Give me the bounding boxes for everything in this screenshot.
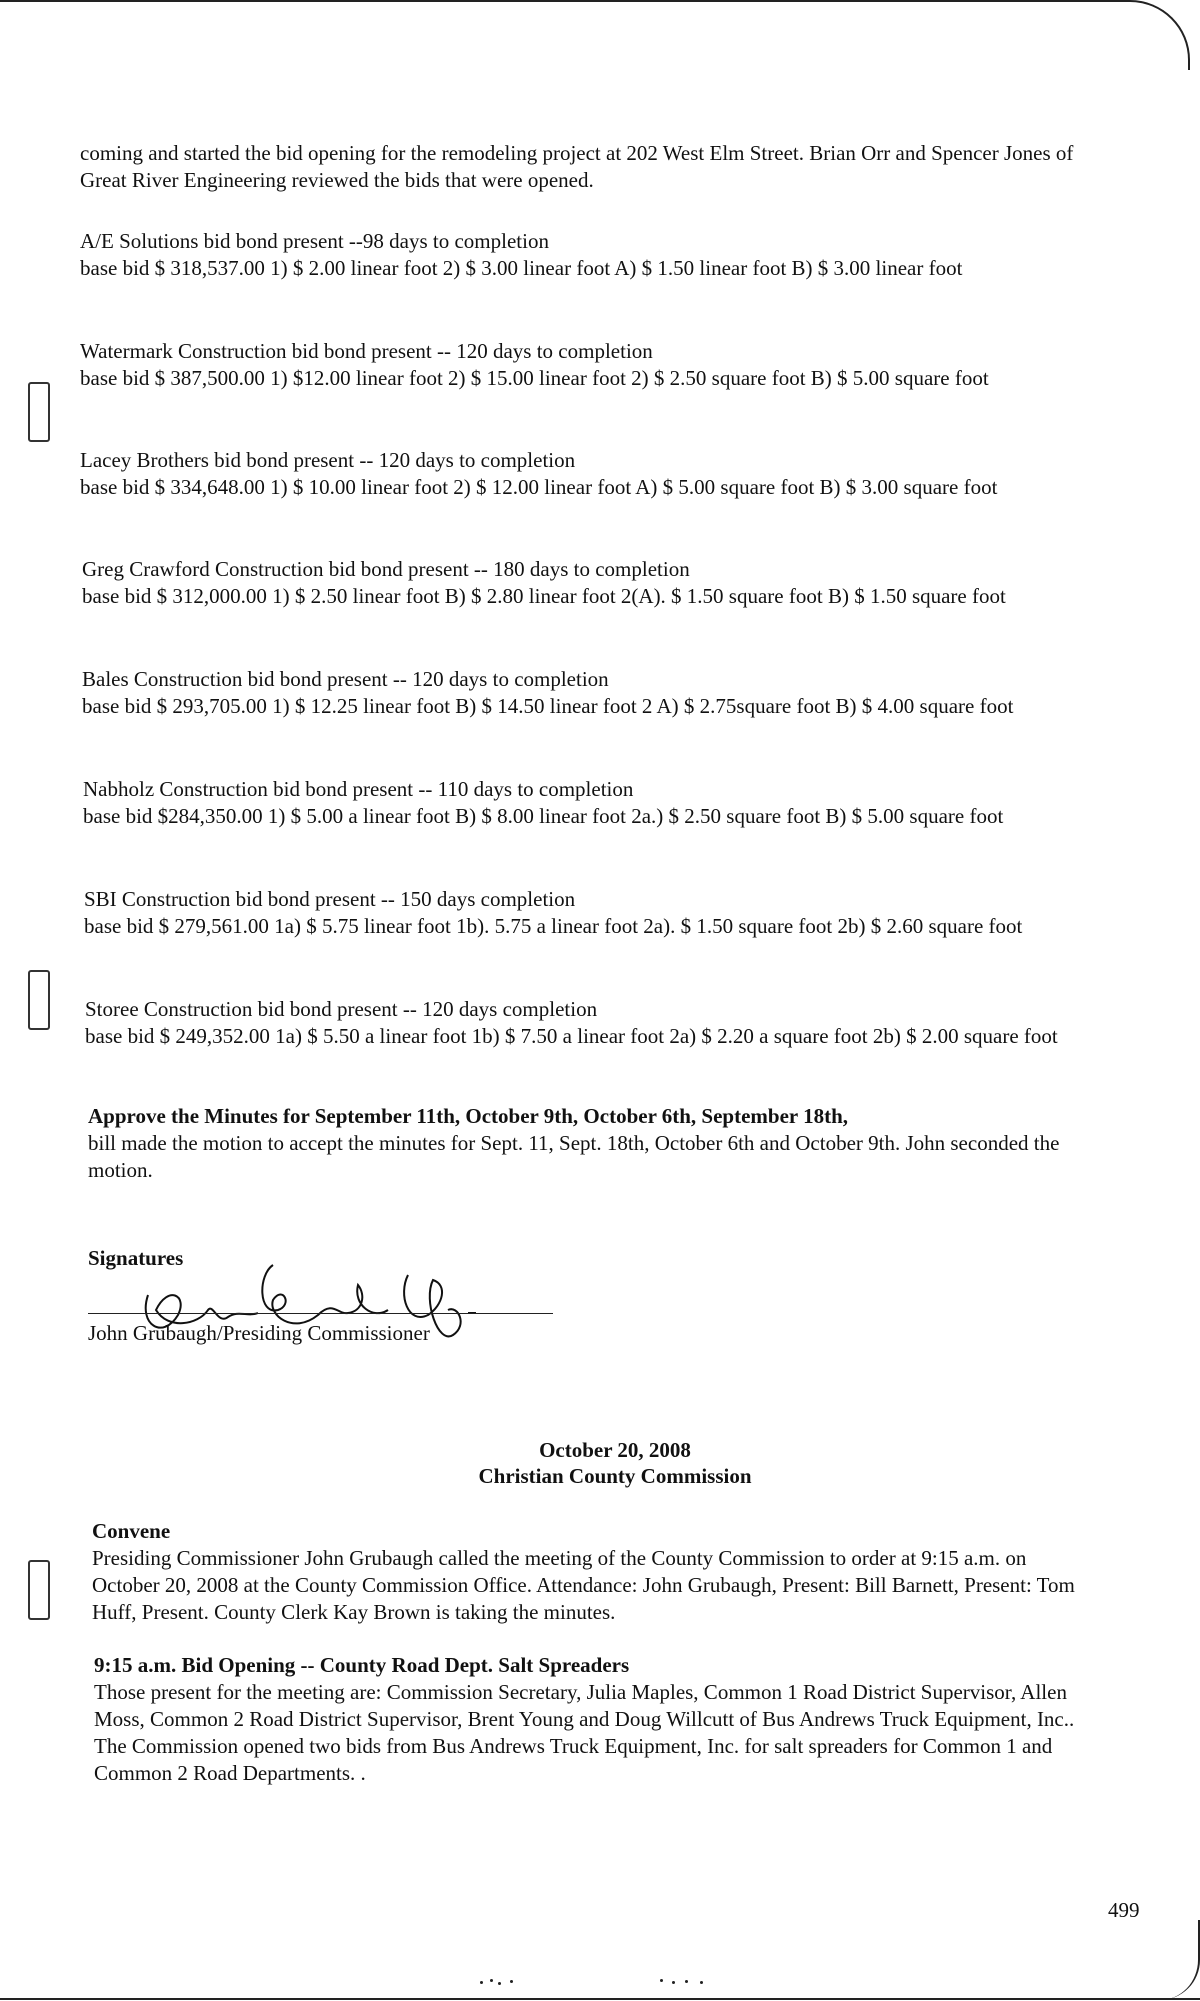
page-edge-top [0, 0, 1190, 70]
intro-paragraph [80, 140, 1080, 194]
bid-detail: base bid $ 312,000.00 1) $ 2.50 linear foot B) $ 2.80 linear foot 2(A). $ 1.50 square foot B) $ 1.50 square foot [82, 584, 1006, 608]
intro-text: coming and started the bid opening for the remodeling project at 202 West Elm Street. Brian Orr and Spencer Jones of Great River Engineering reviewed the bids that were opened. [80, 141, 1074, 192]
bid-heading: SBI Construction bid bond present -- 150 days completion [84, 887, 576, 911]
bid-detail: base bid $ 387,500.00 1) $12.00 linear foot 2) $ 15.00 linear foot 2) $ 2.50 square foot B) $ 5.00 square foot [80, 366, 989, 390]
signatures-heading: Signatures [88, 1246, 184, 1270]
convene-heading: Convene [92, 1519, 171, 1543]
bid-heading: Lacey Brothers bid bond present -- 120 days to completion [80, 448, 576, 472]
convene-text: Presiding Commissioner John Grubaugh called the meeting of the County Commission to order at 9:15 a.m. on October 20, 2008 at the County Commission Office. Attendance: John Grubaugh, Present: Bill Barnett, Present: Tom Huff, Present. County Clerk Kay Brown is taking the minutes. [92, 1546, 1075, 1624]
bid-opening-text: The Commission opened two bids from Bus Andrews Truck Equipment, Inc. for salt spreaders for Common 1 and Common 2 Road Departments. . [94, 1734, 1053, 1785]
minutes-text: bill made the motion to accept the minutes for Sept. 11, Sept. 18th, October 6th and October 9th. John seconded the motion. [88, 1131, 1060, 1182]
signature-line [88, 1313, 553, 1314]
signature-block [88, 1255, 568, 1365]
bid-opening-section [94, 1652, 1094, 1787]
bid-entry [85, 996, 1085, 1050]
signature-caption: John Grubaugh/Presiding Commissioner [88, 1321, 430, 1345]
bid-entry [80, 228, 1080, 282]
minutes-section [88, 1103, 1088, 1184]
meeting-date: October 20, 2008 [539, 1438, 691, 1462]
bid-entry [82, 556, 1082, 610]
bid-heading: A/E Solutions bid bond present --98 days to completion [80, 229, 549, 253]
page-number: 499 [1108, 1898, 1140, 1922]
bid-detail: base bid $ 334,648.00 1) $ 10.00 linear foot 2) $ 12.00 linear foot A) $ 5.00 square foot B) $ 3.00 square foot [80, 475, 998, 499]
convene-section [92, 1518, 1092, 1626]
bid-heading: Nabholz Construction bid bond present -- 110 days to completion [83, 777, 634, 801]
bid-opening-text: Those present for the meeting are: Commission Secretary, Julia Maples, Common 1 Road District Supervisor, Allen Moss, Common 2 Road District Supervisor, Brent Young and Doug Willcutt of Bus Andrews Truck Equipment, Inc.. [94, 1680, 1075, 1731]
minutes-heading: Approve the Minutes for September 11th, October 9th, October 6th, September 18th, [88, 1104, 849, 1128]
punch-hole-1 [28, 382, 50, 442]
meeting-title: Christian County Commission [478, 1464, 752, 1488]
bid-entry [82, 666, 1082, 720]
bid-detail: base bid $284,350.00 1) $ 5.00 a linear foot B) $ 8.00 linear foot 2a.) $ 2.50 square foot B) $ 5.00 square foot [83, 804, 1004, 828]
bid-detail: base bid $ 279,561.00 1a) $ 5.75 linear foot 1b). 5.75 a linear foot 2a). $ 1.50 square foot 2b) $ 2.60 square foot [84, 914, 1023, 938]
bid-detail: base bid $ 249,352.00 1a) $ 5.50 a linear foot 1b) $ 7.50 a linear foot 2a) $ 2.20 a square foot 2b) $ 2.00 square foot [85, 1024, 1058, 1048]
punch-hole-3 [28, 1560, 50, 1620]
bid-entry [80, 447, 1085, 501]
bid-detail: base bid $ 318,537.00 1) $ 2.00 linear foot 2) $ 3.00 linear foot A) $ 1.50 linear foot B) $ 3.00 linear foot [80, 256, 963, 280]
bid-entry [80, 338, 1080, 392]
bid-entry [84, 886, 1084, 940]
punch-hole-2 [28, 970, 50, 1030]
bid-heading: Greg Crawford Construction bid bond present -- 180 days to completion [82, 557, 690, 581]
bid-heading: Bales Construction bid bond present -- 120 days to completion [82, 667, 609, 691]
bid-heading: Watermark Construction bid bond present -- 120 days to completion [80, 339, 653, 363]
bid-entry [83, 776, 1083, 830]
bid-detail: base bid $ 293,705.00 1) $ 12.25 linear foot B) $ 14.50 linear foot 2 A) $ 2.75square foot B) $ 4.00 square foot [82, 694, 1014, 718]
scan-artifacts [480, 1975, 740, 1989]
bid-opening-heading: 9:15 a.m. Bid Opening -- County Road Dept. Salt Spreaders [94, 1653, 630, 1677]
bid-heading: Storee Construction bid bond present -- 120 days completion [85, 997, 598, 1021]
